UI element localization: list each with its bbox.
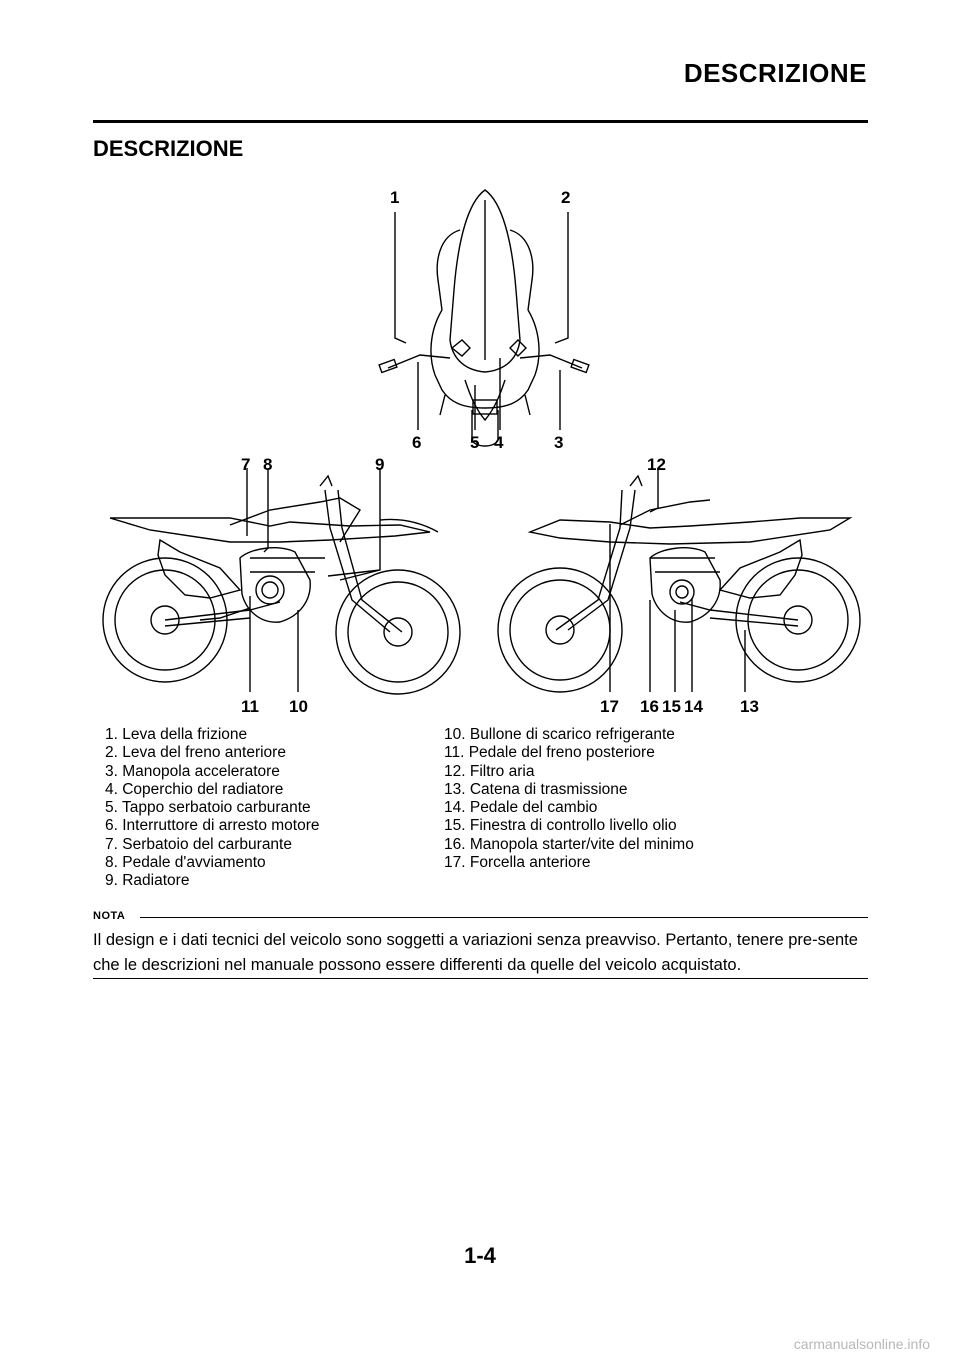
legend-item: 2. Leva del freno anteriore [105, 744, 286, 762]
legend-item: 12. Filtro aria [444, 762, 535, 780]
callout-6: 6 [412, 433, 422, 452]
legend-item: 14. Pedale del cambio [444, 799, 598, 817]
callout-7: 7 [241, 455, 251, 474]
watermark: carmanualsonline.info [793, 1336, 930, 1352]
note-bottom-rule [93, 978, 868, 979]
callout-15: 15 [662, 697, 681, 716]
legend-item: 16. Manopola starter/vite del minimo [444, 835, 694, 853]
legend-item: 10. Bullone di scarico refrigerante [444, 726, 675, 743]
callout-11: 11 [241, 697, 259, 716]
legend-item: 3. Manopola acceleratore [105, 762, 280, 780]
callout-5: 5 [470, 433, 480, 452]
callout-3: 3 [554, 433, 564, 452]
note-text: Il design e i dati tecnici del veicolo sono soggetti a variazioni senza preavviso. Pertanto, tenere pre-sente che le descrizioni nel manuale possono essere differenti da quelle del veicolo acquistato. [93, 931, 858, 974]
legend-item: 7. Serbatoio del carburante [105, 835, 292, 853]
callout-10: 10 [289, 697, 308, 716]
legend-item: 11. Pedale del freno posteriore [444, 744, 655, 762]
header-rule [93, 120, 868, 123]
callout-2: 2 [561, 188, 571, 207]
legend-item: 5. Tappo serbatoio carburante [105, 799, 311, 817]
page-number: 1-4 [464, 1243, 496, 1268]
callout-1: 1 [390, 188, 400, 207]
callout-4: 4 [494, 433, 504, 452]
motorcycle-right-view [498, 476, 860, 692]
note-top-rule [140, 917, 868, 918]
motorcycle-top-view [379, 190, 589, 446]
section-title: DESCRIZIONE [93, 136, 244, 161]
legend-item: 15. Finestra di controllo livello olio [444, 817, 677, 835]
note-label: NOTA [93, 910, 126, 922]
motorcycle-figure [90, 180, 870, 720]
legend-item: 13. Catena di trasmissione [444, 780, 628, 798]
callout-8: 8 [263, 455, 273, 474]
callout-17: 17 [600, 697, 619, 716]
legend-right-column [444, 726, 694, 872]
legend-item: 6. Interruttore di arresto motore [105, 817, 320, 835]
legend-item: 1. Leva della frizione [105, 726, 248, 743]
motorcycle-left-view [103, 476, 460, 694]
legend-left-column [105, 726, 320, 891]
legend-item: 4. Coperchio del radiatore [105, 780, 284, 798]
legend-item: 8. Pedale d'avviamento [105, 854, 266, 872]
callout-12: 12 [647, 455, 666, 474]
legend-item: 9. Radiatore [105, 872, 190, 890]
callout-14: 14 [684, 697, 703, 716]
page-header-title: DESCRIZIONE [683, 58, 867, 88]
legend-item: 17. Forcella anteriore [444, 854, 591, 872]
callout-9: 9 [375, 455, 385, 474]
callout-13: 13 [740, 697, 759, 716]
callout-16: 16 [640, 697, 659, 716]
